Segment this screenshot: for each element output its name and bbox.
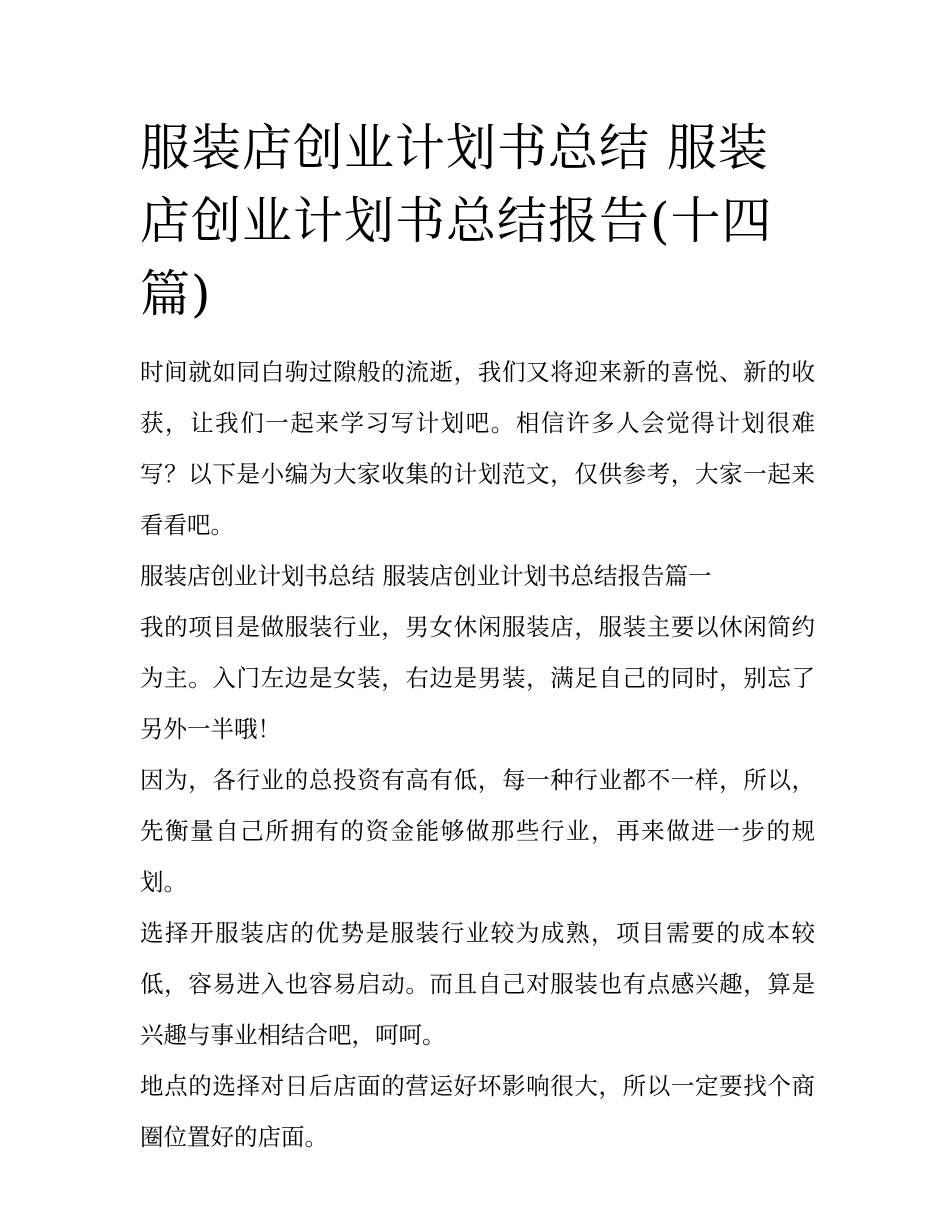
body-paragraph: 选择开服装店的优势是服装行业较为成熟，项目需要的成本较低，容易进入也容易启动。而且自己对服装也有点感兴趣，算是兴趣与事业相结合吧，呵呵。: [140, 919, 815, 1049]
document-title: 服装店创业计划书总结 服装店创业计划书总结报告(十四篇): [140, 119, 773, 323]
body-paragraph: 我的项目是做服装行业，男女休闲服装店，服装主要以休闲简约为主。入门左边是女装，右边是男装，满足自己的同时，别忘了另外一半哦！: [140, 613, 815, 743]
document-body: [140, 347, 815, 1163]
intro-paragraph: 时间就如同白驹过隙般的流逝，我们又将迎来新的喜悦、新的收获，让我们一起来学习写计划吧。相信许多人会觉得计划很难写？以下是小编为大家收集的计划范文，仅供参考，大家一起来看看吧。: [140, 358, 815, 539]
section-heading: 服装店创业计划书总结 服装店创业计划书总结报告篇一: [140, 562, 712, 590]
body-paragraph: 地点的选择对日后店面的营运好坏影响很大，所以一定要找个商圈位置好的店面。: [140, 1072, 815, 1151]
document-page: [140, 112, 815, 1163]
body-paragraph: 因为，各行业的总投资有高有低，每一种行业都不一样，所以，先衡量自己所拥有的资金能够做那些行业，再来做进一步的规划。: [140, 766, 815, 896]
